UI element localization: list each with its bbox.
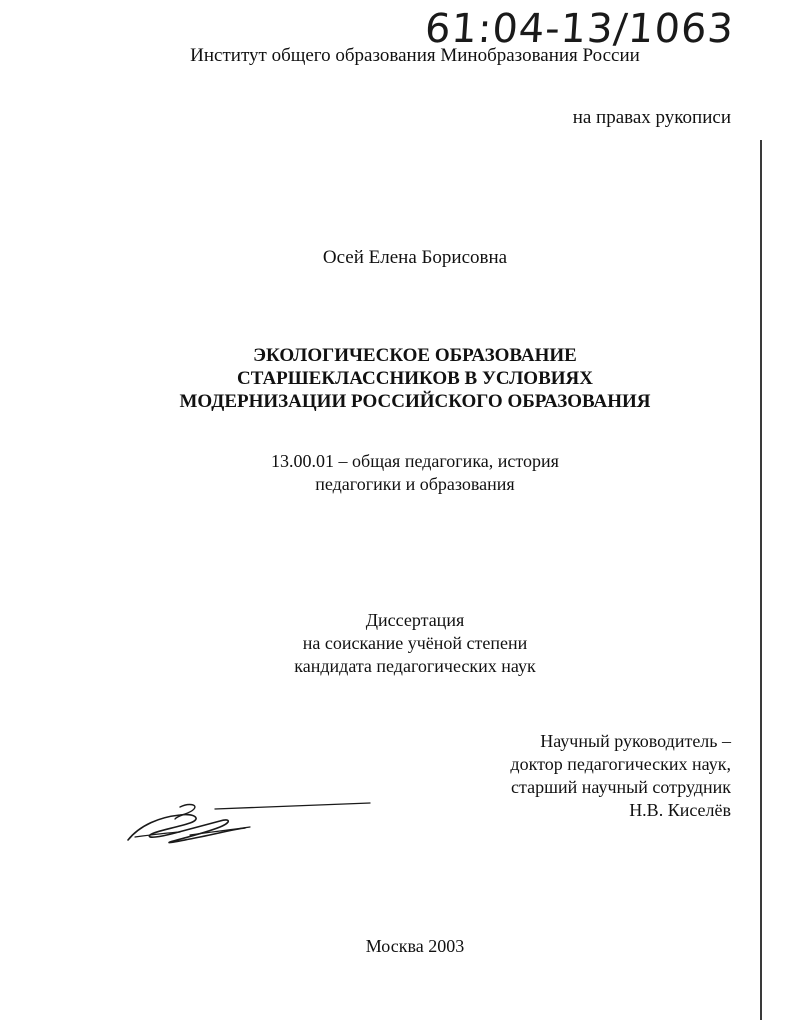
degree-line: кандидата педагогических наук bbox=[294, 656, 536, 676]
advisor-line: доктор педагогических наук, bbox=[510, 754, 731, 774]
city-year: Москва 2003 bbox=[365, 936, 465, 956]
institute-name: Институт общего образования Минобразования России bbox=[190, 45, 640, 66]
advisor-line: Научный руководитель – bbox=[540, 731, 731, 751]
scan-edge-line bbox=[760, 140, 762, 1020]
title-line: СТАРШЕКЛАССНИКОВ В УСЛОВИЯХ bbox=[237, 368, 593, 389]
specialty-line: педагогики и образования bbox=[315, 474, 515, 494]
scientific-advisor bbox=[510, 730, 731, 822]
advisor-line: Н.В. Киселёв bbox=[629, 800, 731, 820]
degree-statement bbox=[0, 609, 795, 678]
degree-line: Диссертация bbox=[365, 610, 465, 630]
degree-line: на соискание учёной степени bbox=[302, 633, 528, 653]
advisor-line: старший научный сотрудник bbox=[511, 777, 731, 797]
author-signature bbox=[120, 795, 390, 855]
specialty-line: 13.00.01 – общая педагогика, история bbox=[271, 451, 559, 471]
title-line: ЭКОЛОГИЧЕСКОЕ ОБРАЗОВАНИЕ bbox=[253, 345, 577, 366]
title-line: МОДЕРНИЗАЦИИ РОССИЙСКОГО ОБРАЗОВАНИЯ bbox=[179, 391, 651, 412]
handwritten-archive-stamp: 61:04-13/1063 bbox=[423, 6, 736, 52]
author-name: Осей Елена Борисовна bbox=[322, 247, 508, 268]
specialty-code bbox=[0, 450, 795, 496]
dissertation-title bbox=[0, 344, 795, 413]
manuscript-rights-note: на правах рукописи bbox=[572, 107, 731, 128]
